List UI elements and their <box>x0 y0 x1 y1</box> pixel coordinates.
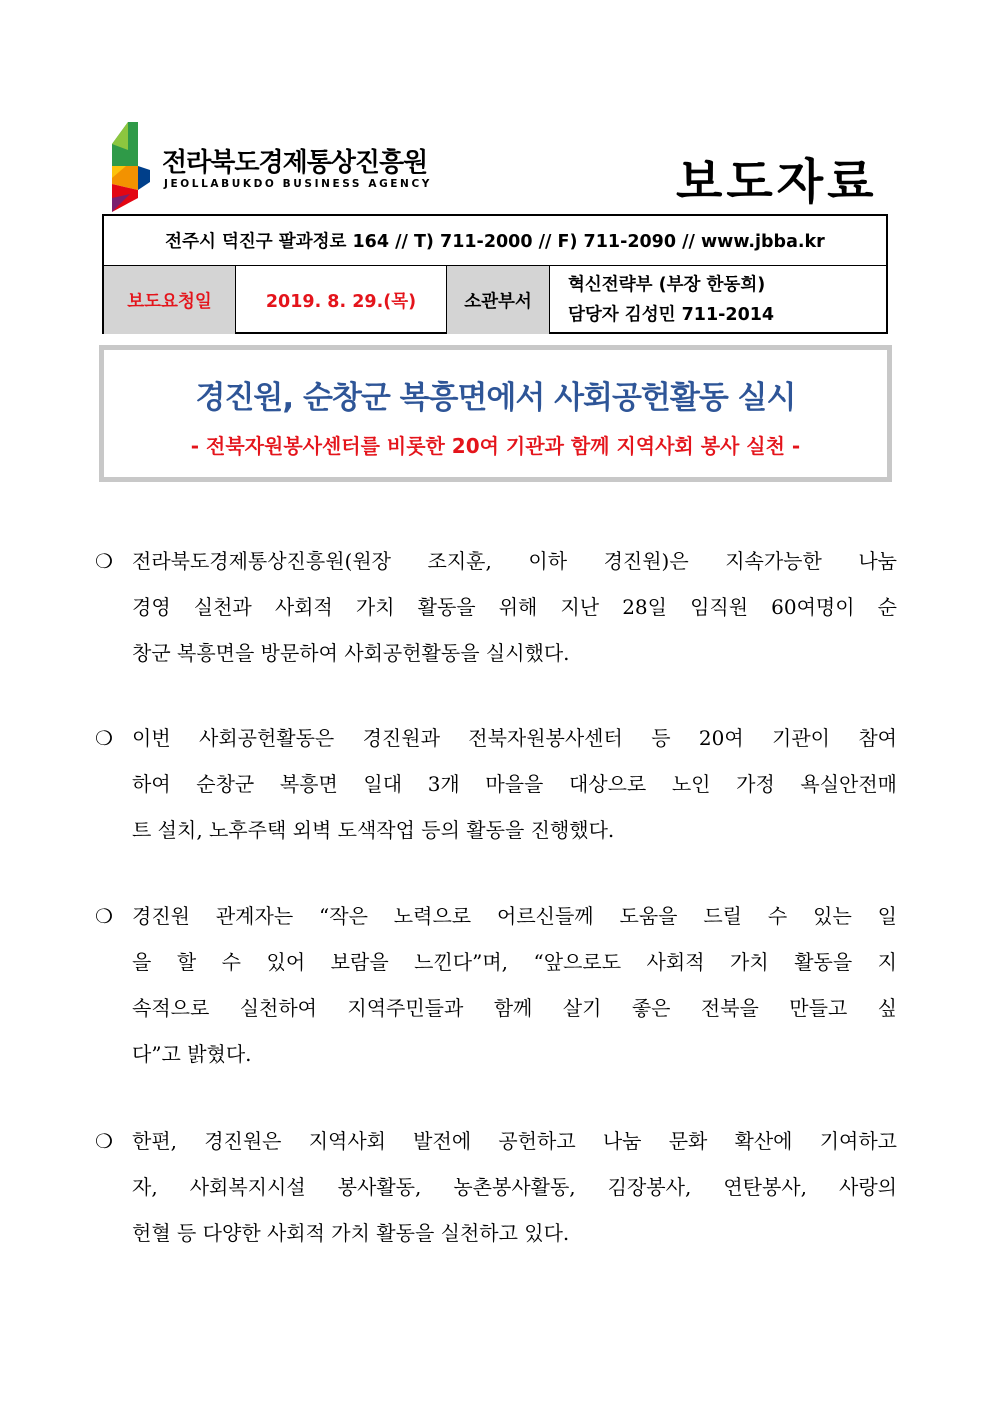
agency-name-english: JEOLLABUKDO BUSINESS AGENCY <box>164 178 432 190</box>
department-head: 혁신전략부 (부장 한동희) <box>568 275 766 295</box>
body-paragraph-1 <box>95 538 897 676</box>
document-type-title: 보도자료 <box>676 154 878 210</box>
paragraph-line: 헌혈 등 다양한 사회적 가치 활동을 실천하고 있다. <box>132 1221 570 1245</box>
agency-logo <box>108 120 432 215</box>
request-date-label: 보도요청일 <box>104 266 236 334</box>
headline-box <box>99 345 892 482</box>
headline-subtitle: - 전북자원봉사센터를 비롯한 20여 기관과 함께 지역사회 봉사 실천 - <box>190 434 801 458</box>
paragraph-line: 전라북도경제통상진흥원(원장 조지훈, 이하 경진원)은 지속가능한 나눔 <box>132 549 897 573</box>
paragraph-line: 하여 순창군 복흥면 일대 3개 마을을 대상으로 노인 가정 욕실안전매 <box>132 772 897 796</box>
department-info <box>550 266 888 334</box>
paragraph-line: 다”고 밝혔다. <box>132 1042 252 1066</box>
bullet-circle-icon: ❍ <box>95 1129 113 1153</box>
paragraph-line: 경영 실천과 사회적 가치 활동을 위해 지난 28일 임직원 60여명이 순 <box>132 595 897 619</box>
paragraph-line: 속적으로 실천하여 지역주민들과 함께 살기 좋은 전북을 만들고 싶 <box>132 996 897 1020</box>
paragraph-line: 을 할 수 있어 보람을 느낀다”며, “앞으로도 사회적 가치 활동을 지 <box>132 950 897 974</box>
paragraph-line: 한편, 경진원은 지역사회 발전에 공헌하고 나눔 문화 확산에 기여하고 <box>132 1129 897 1153</box>
bullet-circle-icon: ❍ <box>95 904 113 928</box>
bullet-circle-icon: ❍ <box>95 549 113 573</box>
contact-line: 전주시 덕진구 팔과정로 164 // T) 711-2000 // F) 711-2090 // www.jbba.kr <box>104 216 886 266</box>
paragraph-line: 트 설치, 노후주택 외벽 도색작업 등의 활동을 진행했다. <box>132 818 615 842</box>
body-paragraph-2 <box>95 715 897 853</box>
request-date-value: 2019. 8. 29.(목) <box>236 266 447 334</box>
contact-info-table <box>102 214 888 334</box>
body-paragraph-4 <box>95 1118 897 1256</box>
paragraph-line: 자, 사회복지시설 봉사활동, 농촌봉사활동, 김장봉사, 연탄봉사, 사랑의 <box>132 1175 897 1199</box>
headline-title: 경진원, 순창군 복흥면에서 사회공헌활동 실시 <box>195 380 796 416</box>
agency-logo-mark-icon <box>108 120 162 215</box>
paragraph-line: 이번 사회공헌활동은 경진원과 전북자원봉사센터 등 20여 기관이 참여 <box>132 726 897 750</box>
paragraph-line: 창군 복흥면을 방문하여 사회공헌활동을 실시했다. <box>132 641 570 665</box>
department-contact: 담당자 김성민 711-2014 <box>568 305 775 325</box>
department-label: 소관부서 <box>447 266 550 334</box>
paragraph-line: 경진원 관계자는 “작은 노력으로 어르신들께 도움을 드릴 수 있는 일 <box>132 904 897 928</box>
bullet-circle-icon: ❍ <box>95 726 113 750</box>
body-paragraph-3 <box>95 893 897 1077</box>
agency-name: 전라북도경제통상진흥원 <box>162 148 428 178</box>
